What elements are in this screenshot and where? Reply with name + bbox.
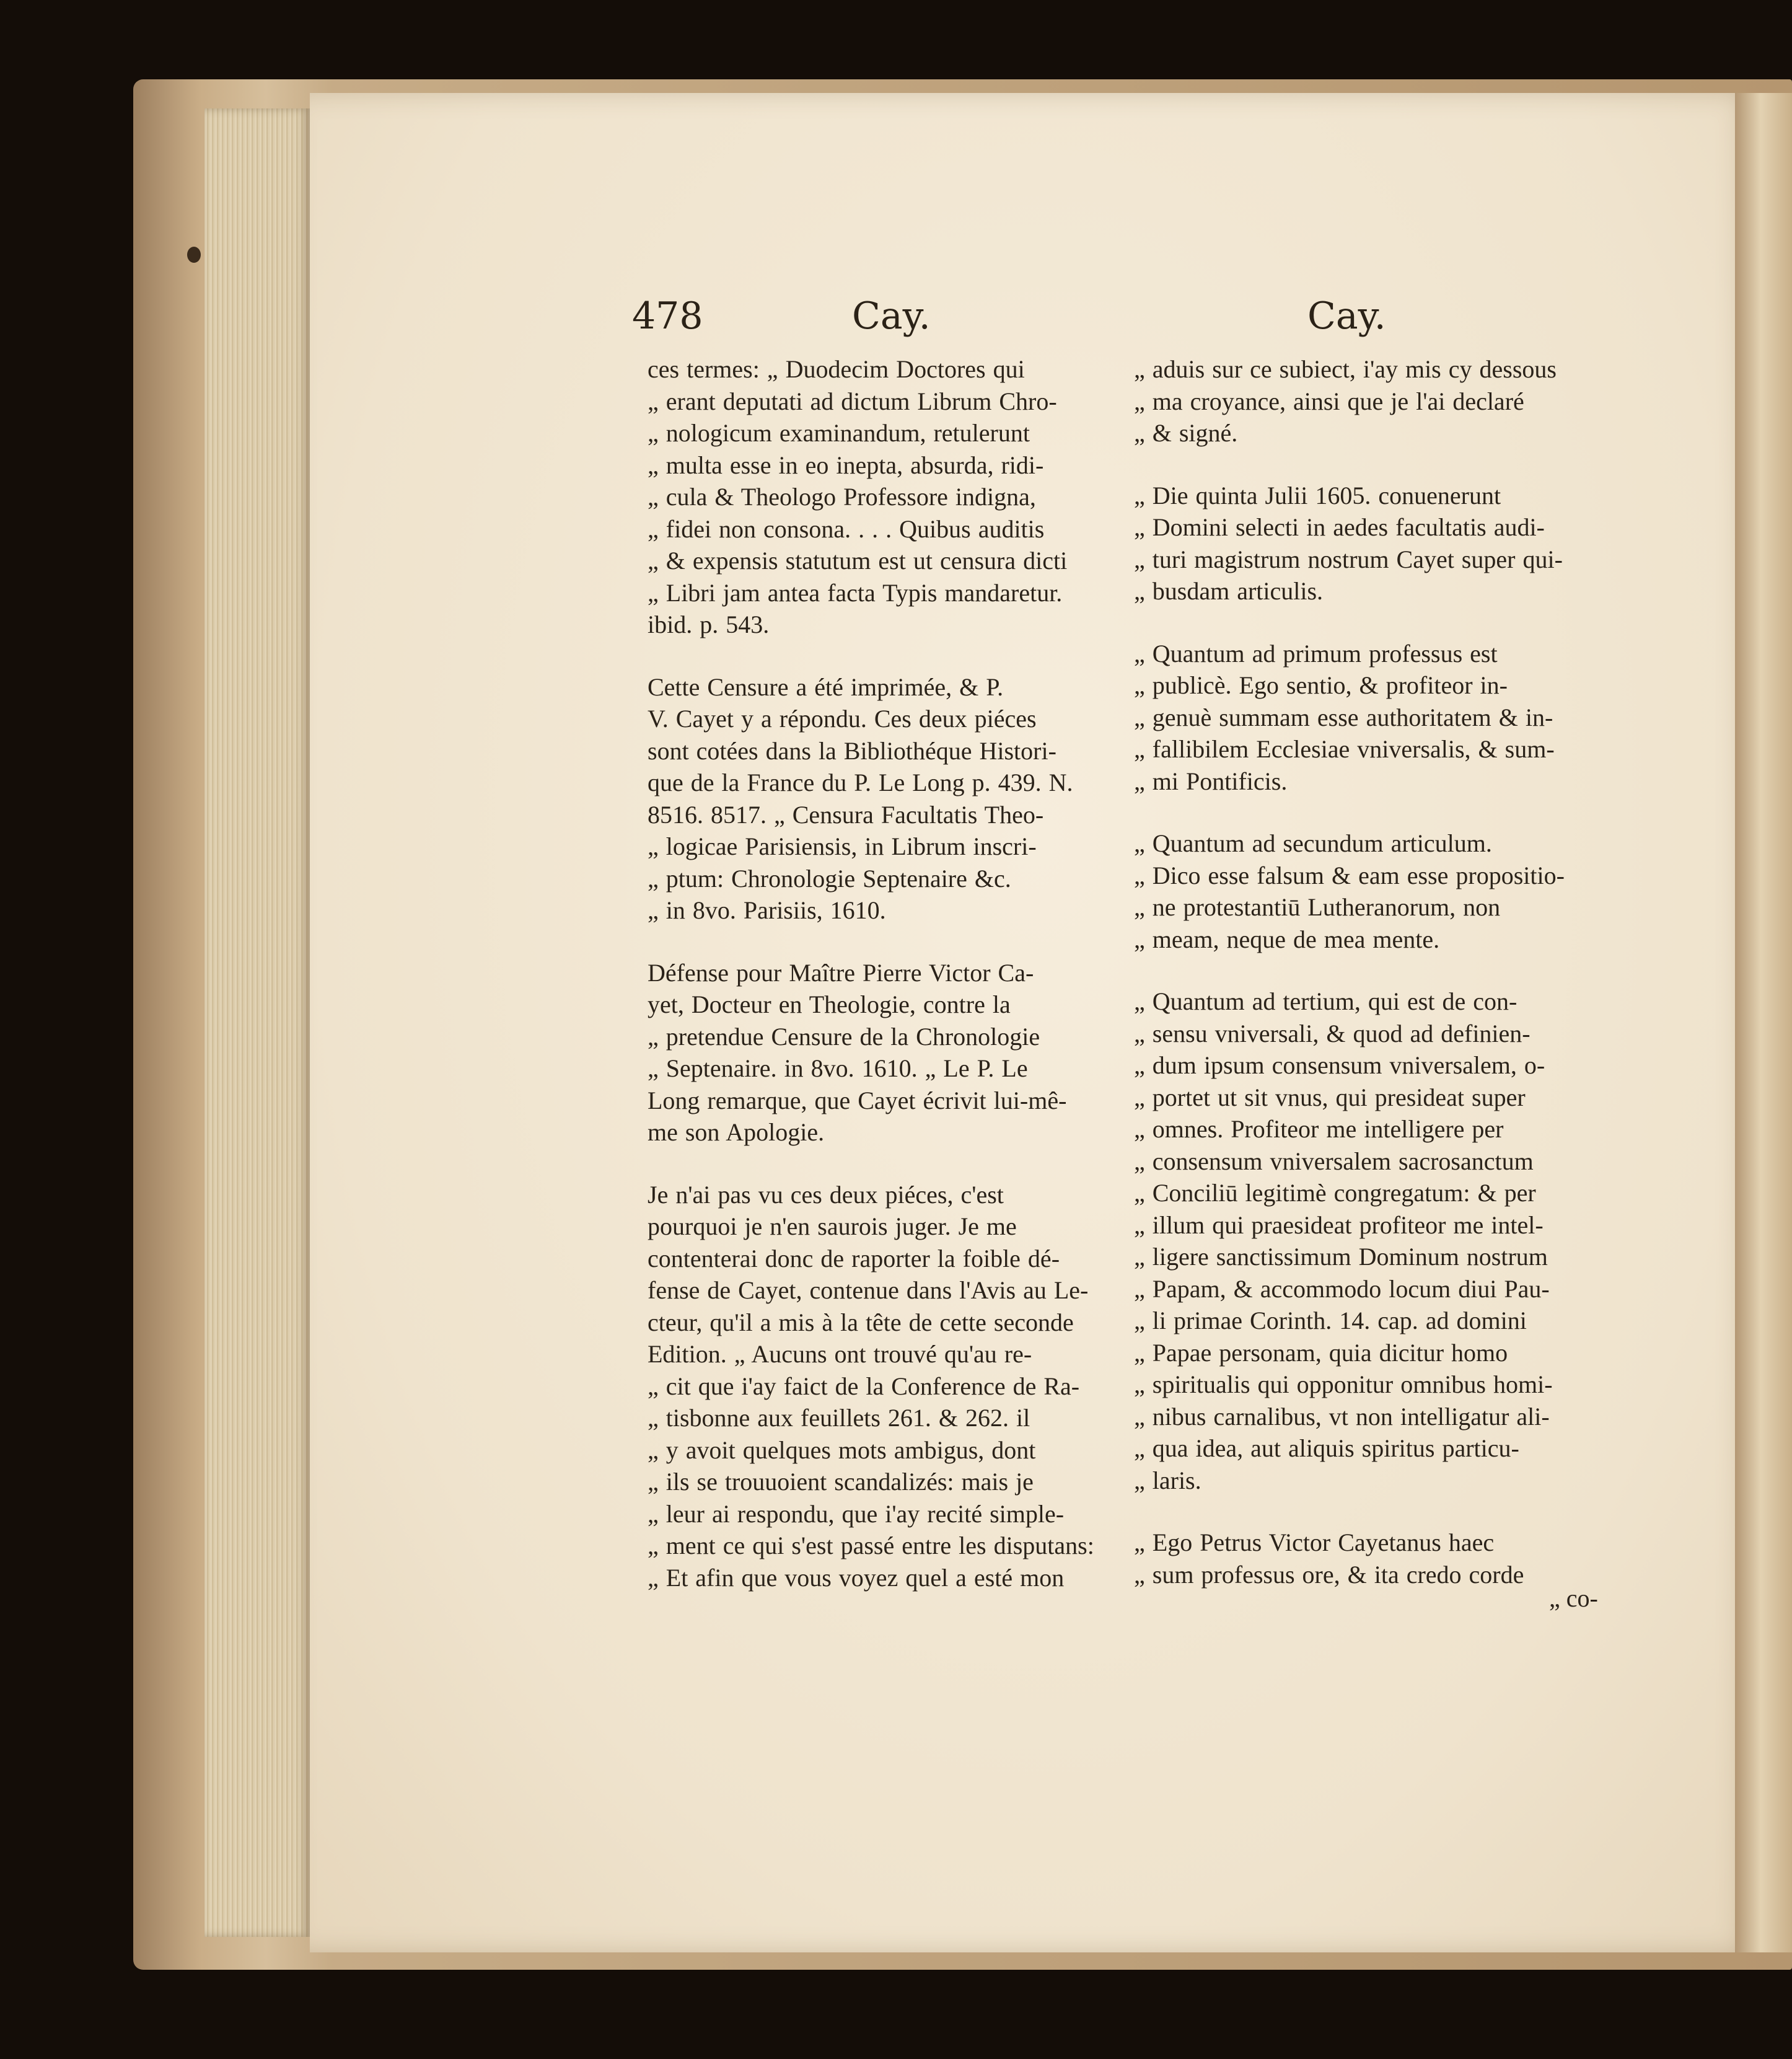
- paragraph: [1134, 480, 1608, 607]
- text-line: „ laris.: [1134, 1466, 1201, 1494]
- text-line: „ Papam, & accommodo locum diui Pau-: [1134, 1274, 1550, 1303]
- text-line: „ ils se trouuoient scandalizés: mais je: [648, 1468, 1034, 1496]
- text-line: „ spiritualis qui opponitur omnibus homi-: [1134, 1370, 1553, 1398]
- text-line: „ Papae personam, quia dicitur homo: [1134, 1338, 1508, 1367]
- text-line: fense de Cayet, contenue dans l'Avis au Le-: [648, 1276, 1089, 1304]
- facing-page-edge: [1735, 93, 1792, 1952]
- text-line: „ Dico esse falsum & eam esse propositio-: [1134, 861, 1565, 889]
- text-line: „ dum ipsum consensum vniversalem, o-: [1134, 1051, 1545, 1079]
- text-line: „ in 8vo. Parisiis, 1610.: [648, 896, 886, 924]
- text-line: „ & signé.: [1134, 419, 1238, 447]
- text-line: „ Quantum ad secundum articulum.: [1134, 829, 1492, 857]
- text-line: „ ligere sanctissimum Dominum nostrum: [1134, 1243, 1548, 1271]
- paragraph: [1134, 353, 1608, 449]
- text-line: „ ma croyance, ainsi que je l'ai declaré: [1134, 387, 1524, 415]
- paragraph: [1134, 1527, 1608, 1590]
- catchword: „ co-: [1549, 1584, 1598, 1612]
- text-line: „ Domini selecti in aedes facultatis audi-: [1134, 513, 1545, 541]
- text-line: „ sensu vniversali, & quod ad definien-: [1134, 1019, 1531, 1047]
- text-line: „ Ego Petrus Victor Cayetanus haec: [1134, 1528, 1495, 1556]
- text-line: „ cit que i'ay faict de la Conference de Ra-: [648, 1372, 1080, 1400]
- text-line: „ consensum vniversalem sacrosanctum: [1134, 1147, 1534, 1175]
- text-line: „ nibus carnalibus, vt non intelligatur ali-: [1134, 1402, 1550, 1431]
- text-line: „ ment ce qui s'est passé entre les disputans:: [648, 1532, 1094, 1559]
- text-line: „ y avoit quelques mots ambigus, dont: [648, 1435, 1036, 1464]
- text-line: yet, Docteur en Theologie, contre la: [648, 990, 1011, 1018]
- text-line: „ Conciliū legitimè congregatum: & per: [1134, 1179, 1536, 1207]
- paragraph: [648, 353, 1109, 641]
- page-edges: [204, 108, 310, 1937]
- text-line: sont cotées dans la Bibliothéque Histori-: [648, 736, 1056, 765]
- text-line: „ Et afin que vous voyez quel a esté mon: [648, 1563, 1065, 1592]
- text-line: „ illum qui praesideat profiteor me intel-: [1134, 1210, 1544, 1239]
- paragraph: [648, 1179, 1109, 1594]
- text-line: V. Cayet y a répondu. Ces deux piéces: [648, 705, 1037, 733]
- text-line: „ aduis sur ce subiect, i'ay mis cy dessous: [1134, 355, 1557, 383]
- clasp-hole: [187, 247, 201, 263]
- text-line: contenterai donc de raporter la foible dé-: [648, 1244, 1060, 1272]
- text-line: „ publicè. Ego sentio, & profiteor in-: [1134, 671, 1508, 699]
- text-line: „ ne protestantiū Lutheranorum, non: [1134, 893, 1501, 921]
- text-line: „ qua idea, aut aliquis spiritus particu-: [1134, 1434, 1519, 1462]
- text-line: Edition. „ Aucuns ont trouvé qu'au re-: [648, 1340, 1032, 1368]
- text-line: „ portet ut sit vnus, qui presideat super: [1134, 1083, 1526, 1111]
- text-line: „ sum professus ore, & ita credo corde: [1134, 1560, 1524, 1589]
- text-line: „ & expensis statutum est ut censura dicti: [648, 547, 1068, 575]
- text-line: „ cula & Theologo Professore indigna,: [648, 483, 1036, 511]
- right-column: [1134, 353, 1608, 1590]
- text-line: „ ptum: Chronologie Septenaire &c.: [648, 864, 1011, 893]
- text-line: „ fidei non consona. . . . Quibus auditis: [648, 514, 1045, 543]
- paragraph: [1134, 638, 1608, 798]
- text-line: „ fallibilem Ecclesiae vniversalis, & sum-: [1134, 735, 1555, 763]
- running-head-left: Cay.: [852, 294, 931, 338]
- text-line: „ multa esse in eo inepta, absurda, ridi-: [648, 451, 1044, 479]
- text-line: „ busdam articulis.: [1134, 577, 1324, 605]
- text-line: Défense pour Maître Pierre Victor Ca-: [648, 958, 1034, 987]
- paragraph: [1134, 827, 1608, 955]
- text-line: „ genuè summam esse authoritatem & in-: [1134, 703, 1553, 731]
- text-line: Cette Censure a été imprimée, & P.: [648, 672, 1004, 701]
- text-line: Long remarque, que Cayet écrivit lui-mê-: [648, 1086, 1067, 1114]
- text-line: que de la France du P. Le Long p. 439. N.: [648, 769, 1073, 796]
- text-line: ces termes: „ Duodecim Doctores qui: [648, 355, 1025, 383]
- text-line: „ Die quinta Julii 1605. conuenerunt: [1134, 481, 1501, 509]
- paragraph: [648, 671, 1109, 927]
- text-line: „ turi magistrum nostrum Cayet super qui-: [1134, 545, 1563, 573]
- paragraph: [648, 957, 1109, 1149]
- text-line: „ leur ai respondu, que i'ay recité simple-: [648, 1499, 1065, 1528]
- text-line: „ omnes. Profiteor me intelligere per: [1134, 1115, 1504, 1143]
- text-line: „ Septenaire. in 8vo. 1610. „ Le P. Le: [648, 1054, 1028, 1082]
- text-line: ibid. p. 543.: [648, 611, 770, 638]
- text-line: Je n'ai pas vu ces deux piéces, c'est: [648, 1180, 1004, 1209]
- text-line: „ meam, neque de mea mente.: [1134, 925, 1440, 953]
- paragraph: [1134, 985, 1608, 1496]
- text-line: „ pretendue Censure de la Chronologie: [648, 1022, 1040, 1051]
- text-line: „ Libri jam antea facta Typis mandaretur.: [648, 578, 1063, 607]
- text-line: cteur, qu'il a mis à la tête de cette seconde: [648, 1308, 1074, 1336]
- text-line: „ erant deputati ad dictum Librum Chro-: [648, 387, 1057, 415]
- text-line: „ tisbonne aux feuillets 261. & 262. il: [648, 1404, 1030, 1432]
- text-line: „ logicae Parisiensis, in Librum inscri-: [648, 832, 1037, 860]
- running-head-right: Cay.: [1307, 294, 1386, 338]
- text-line: „ li primae Corinth. 14. cap. ad domini: [1134, 1307, 1527, 1334]
- left-column: [648, 353, 1109, 1594]
- text-line: „ mi Pontificis.: [1134, 767, 1288, 795]
- text-line: „ Quantum ad tertium, qui est de con-: [1134, 987, 1517, 1015]
- text-line: „ nologicum examinandum, retulerunt: [648, 419, 1030, 447]
- text-line: me son Apologie.: [648, 1118, 825, 1146]
- text-line: „ Quantum ad primum professus est: [1134, 639, 1498, 668]
- text-line: pourquoi je n'en saurois juger. Je me: [648, 1212, 1017, 1240]
- text-line: 8516. 8517. „ Censura Facultatis Theo-: [648, 800, 1044, 829]
- page-number: 478: [632, 294, 703, 338]
